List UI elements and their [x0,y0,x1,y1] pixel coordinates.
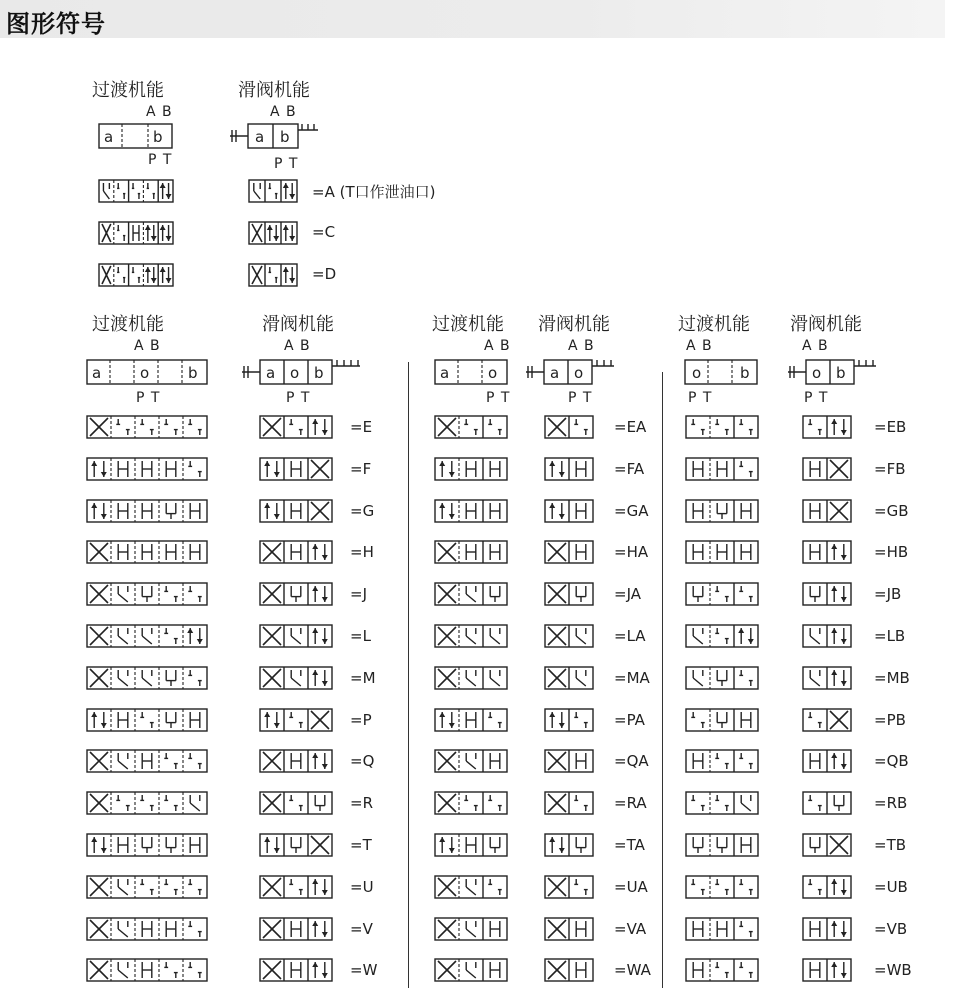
function-code: =F [350,460,372,478]
transition-symbol [86,456,208,482]
function-code: =D [312,265,337,283]
transition-symbol [685,414,759,440]
slide-symbol [802,539,852,565]
transition-symbol [685,957,759,983]
position-o: o [488,364,498,382]
position-a: a [104,128,114,146]
port-label-ab: A B [284,338,311,354]
slide-symbol [544,456,594,482]
port-label-ab: A B [270,104,297,120]
transition-symbol [685,832,759,858]
function-code: =VA [614,920,647,938]
port-label-pt: P T [568,390,593,406]
function-code: =JB [874,585,902,603]
function-code: =C [312,223,336,241]
function-code: =GA [614,502,649,520]
transition-symbol [434,414,508,440]
position-a: a [266,364,276,382]
transition-symbol [434,539,508,565]
transition-symbol [685,916,759,942]
slide-symbol [544,539,594,565]
function-code: =QA [614,752,649,770]
slide-symbol [259,707,333,733]
port-label-pt: P T [486,390,511,406]
slide-position-box-c2 [524,354,620,386]
function-code: =W [350,961,378,979]
position-b: b [188,364,198,382]
transition-symbol [685,581,759,607]
position-b: b [153,128,163,146]
slide-symbol [802,414,852,440]
transition-symbol [86,498,208,524]
transition-symbol [434,581,508,607]
slide-symbol [259,790,333,816]
slide-symbol [802,916,852,942]
function-code: =Q [350,752,375,770]
header-transition-c1: 过渡机能 [92,314,164,335]
transition-symbol [685,623,759,649]
function-code: =PB [874,711,906,729]
column-divider [408,362,409,988]
slide-symbol [802,665,852,691]
transition-symbol [685,539,759,565]
transition-symbol [86,581,208,607]
transition-symbol [86,539,208,565]
port-label-ab: A B [802,338,829,354]
port-label-pt: P T [804,390,829,406]
position-b: b [314,364,324,382]
function-code: =EA [614,418,647,436]
slide-symbol [544,707,594,733]
function-code: =RA [614,794,647,812]
function-code: =GB [874,502,909,520]
slide-symbol [544,623,594,649]
port-label-pt: P T [286,390,311,406]
slide-symbol [802,832,852,858]
position-b: b [836,364,846,382]
column-divider [662,372,663,988]
slide-symbol [802,581,852,607]
header-slide-c3: 滑阀机能 [790,314,862,335]
slide-symbol [259,623,333,649]
transition-symbol [685,748,759,774]
position-o: o [574,364,584,382]
slide-symbol [802,790,852,816]
slide-symbol [259,832,333,858]
transition-position-box-c2 [434,358,510,386]
function-code: =H [350,543,374,561]
transition-symbol-A [98,178,174,204]
function-code: =L [350,627,371,645]
port-label-ab: A B [484,338,511,354]
port-label-pt: P T [136,390,161,406]
function-code: =JA [614,585,641,603]
transition-symbol [86,874,208,900]
transition-symbol [86,707,208,733]
transition-symbol [86,957,208,983]
slide-position-box-c3 [786,354,882,386]
position-a: a [255,128,265,146]
function-code: =HB [874,543,909,561]
slide-position-box-c1 [240,354,364,386]
position-b: b [740,364,750,382]
transition-symbol [434,874,508,900]
function-code: =FA [614,460,645,478]
transition-symbol [434,456,508,482]
function-code: =TA [614,836,645,854]
slide-symbol [802,623,852,649]
port-label-pt: P T [274,156,299,172]
title-bar [0,0,945,38]
function-code: =PA [614,711,645,729]
function-code: =EB [874,418,907,436]
function-code: =MA [614,669,650,687]
function-code: =V [350,920,373,938]
slide-symbol [802,498,852,524]
transition-symbol-C [98,220,174,246]
transition-symbol [86,790,208,816]
slide-symbol [544,916,594,942]
position-o: o [140,364,150,382]
transition-symbol [685,874,759,900]
function-code: =R [350,794,373,812]
transition-position-box [98,122,174,150]
slide-symbol [544,581,594,607]
slide-symbol [259,748,333,774]
transition-position-box-c3 [684,358,760,386]
function-code: =LA [614,627,646,645]
slide-symbol [259,498,333,524]
transition-symbol [434,665,508,691]
slide-symbol [544,790,594,816]
header-slide-c2: 滑阀机能 [538,314,610,335]
port-label-ab: A B [686,338,713,354]
transition-symbol [434,916,508,942]
slide-symbol-D [248,262,298,288]
slide-symbol-C [248,220,298,246]
transition-symbol [685,665,759,691]
function-code: =M [350,669,376,687]
function-code: =VB [874,920,908,938]
port-label-ab: A B [134,338,161,354]
transition-symbol [685,456,759,482]
function-code: =FB [874,460,906,478]
transition-symbol [86,414,208,440]
function-code: =T [350,836,372,854]
slide-symbol [544,874,594,900]
slide-symbol [544,832,594,858]
position-a: a [92,364,102,382]
transition-symbol [86,665,208,691]
position-o: o [812,364,822,382]
slide-symbol [544,665,594,691]
port-label-ab: A B [146,104,173,120]
function-code: =TB [874,836,907,854]
transition-symbol [86,748,208,774]
transition-symbol [685,707,759,733]
port-label-pt: P T [688,390,713,406]
function-code: =G [350,502,375,520]
port-label-pt: P T [148,152,173,168]
slide-symbol [802,707,852,733]
page-title: 图形符号 [6,10,106,38]
function-code: =UA [614,878,648,896]
slide-symbol [259,456,333,482]
slide-symbol [259,957,333,983]
position-a: a [550,364,560,382]
header-slide-c1: 滑阀机能 [262,314,334,335]
slide-symbol [259,414,333,440]
function-code: =MB [874,669,910,687]
slide-symbol [544,957,594,983]
function-code: =UB [874,878,908,896]
transition-symbol [434,623,508,649]
position-o: o [290,364,300,382]
transition-symbol [434,790,508,816]
function-code: =U [350,878,374,896]
slide-symbol [544,414,594,440]
function-code: =E [350,418,373,436]
slide-symbol-A [248,178,298,204]
function-code: =WA [614,961,651,979]
header-transition-c3: 过渡机能 [678,314,750,335]
transition-symbol [685,498,759,524]
slide-symbol [259,916,333,942]
transition-position-box-c1 [86,358,210,386]
header-transition-top: 过渡机能 [92,80,164,101]
transition-symbol [685,790,759,816]
port-label-ab: A B [568,338,595,354]
slide-symbol [259,539,333,565]
slide-symbol [259,874,333,900]
transition-symbol [86,832,208,858]
slide-symbol [802,748,852,774]
slide-symbol [802,874,852,900]
transition-symbol [434,707,508,733]
header-transition-c2: 过渡机能 [432,314,504,335]
transition-symbol [86,623,208,649]
slide-symbol [259,665,333,691]
function-code: =WB [874,961,912,979]
slide-symbol [259,581,333,607]
function-code: =RB [874,794,908,812]
function-code: =A (T口作泄油口) [312,183,436,201]
function-code: =LB [874,627,906,645]
slide-symbol [544,498,594,524]
transition-symbol [434,498,508,524]
slide-symbol [802,456,852,482]
transition-symbol [434,832,508,858]
slide-symbol [544,748,594,774]
function-code: =HA [614,543,649,561]
function-code: =P [350,711,372,729]
function-code: =QB [874,752,909,770]
transition-symbol [434,748,508,774]
position-o: o [692,364,702,382]
position-a: a [440,364,450,382]
slide-symbol [802,957,852,983]
slide-position-box [228,118,322,150]
function-code: =J [350,585,367,603]
transition-symbol-D [98,262,174,288]
position-b: b [280,128,290,146]
transition-symbol [86,916,208,942]
transition-symbol [434,957,508,983]
header-slide-top: 滑阀机能 [238,80,310,101]
